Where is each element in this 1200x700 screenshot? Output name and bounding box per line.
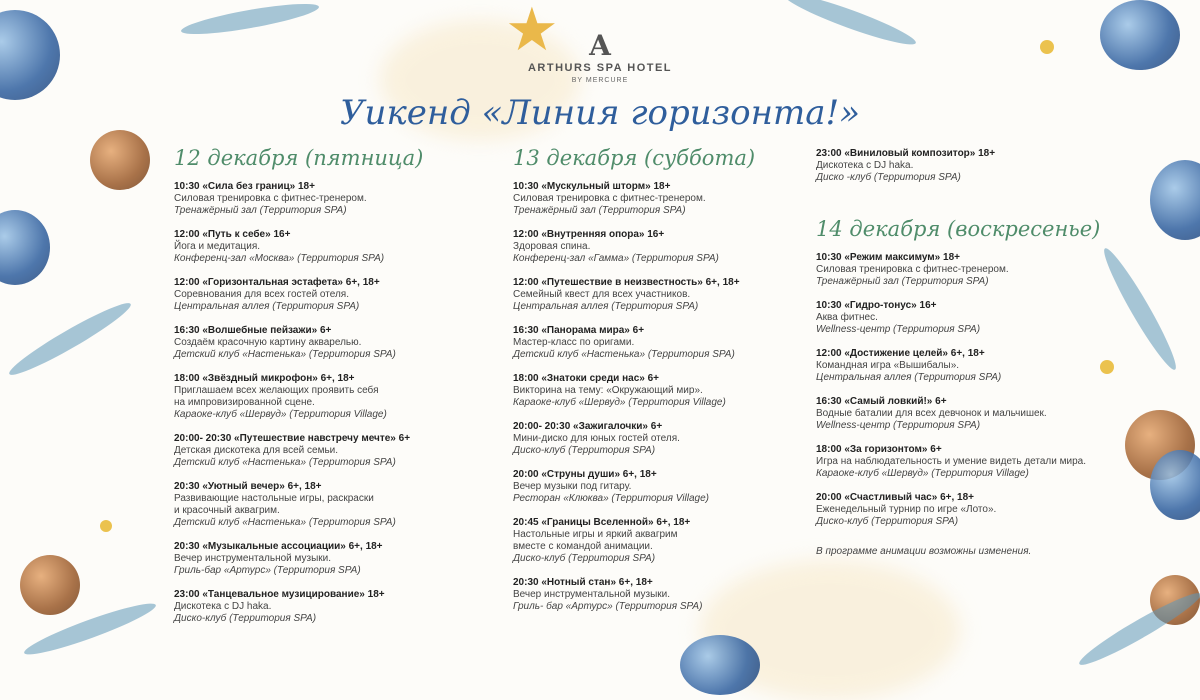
event-description: Настольные игры и яркий аквагрим [513, 529, 678, 540]
event-item [513, 325, 813, 361]
event-location: Детский клуб «Настенька» (Территория SPA) [174, 517, 396, 528]
day-block [174, 143, 474, 625]
event-location: Детский клуб «Настенька» (Территория SPA) [174, 349, 396, 360]
ornament-ball [0, 210, 50, 285]
event-description: Силовая тренировка с фитнес-тренером. [513, 193, 706, 204]
event-title: 20:30 «Музыкальные ассоциации» 6+, 18+ [174, 541, 383, 552]
event-title: 16:30 «Панорама мира» 6+ [513, 325, 645, 336]
ornament-ball [1150, 160, 1200, 240]
event-description: Аква фитнес. [816, 312, 878, 323]
event-item [174, 373, 474, 421]
event-description: Викторина на тему: «Окружающий мир». [513, 385, 703, 396]
event-title: 18:00 «За горизонтом» 6+ [816, 444, 942, 455]
event-description: Создаём красочную картину акварелью. [174, 337, 362, 348]
event-location: Центральная аллея (Территория SPA) [816, 372, 1002, 383]
logo-name: ARTHURS SPA HOTEL [527, 62, 673, 74]
event-location: Диско-клуб (Территория SPA) [513, 445, 656, 456]
hotel-logo [0, 29, 1200, 85]
event-item [513, 469, 813, 505]
event-location: Тренажёрный зал (Территория SPA) [513, 205, 686, 216]
logo-subtitle: BY MERCURE [571, 77, 629, 84]
event-description: Дискотека с DJ haka. [816, 160, 914, 171]
event-title: 20:00- 20:30 «Путешествие навстречу мечте» 6+ [174, 433, 411, 444]
event-description: Соревнования для всех гостей отеля. [174, 289, 349, 300]
event-description: Вечер музыки под гитару. [513, 481, 632, 492]
event-item [174, 481, 474, 529]
event-title: 20:00- 20:30 «Зажигалочки» 6+ [513, 421, 663, 432]
event-location: Конференц-зал «Гамма» (Территория SPA) [513, 253, 719, 264]
schedule-column [174, 143, 474, 637]
event-title: 20:00 «Струны души» 6+, 18+ [513, 469, 657, 480]
event-item [816, 444, 1116, 480]
event-title: 12:00 «Путь к себе» 16+ [174, 229, 291, 240]
event-location: Детский клуб «Настенька» (Территория SPA) [513, 349, 735, 360]
event-item [816, 396, 1116, 432]
event-item [513, 373, 813, 409]
event-description: Силовая тренировка с фитнес-тренером. [816, 264, 1009, 275]
event-item [174, 277, 474, 313]
event-location: Центральная аллея (Территория SPA) [174, 301, 360, 312]
event-item [816, 148, 1116, 184]
event-location: Ресторан «Клюква» (Территория Village) [513, 493, 709, 504]
event-title: 20:00 «Счастливый час» 6+, 18+ [816, 492, 975, 503]
event-item [816, 300, 1116, 336]
event-title: 10:30 «Режим максимум» 18+ [816, 252, 960, 263]
event-location: Детский клуб «Настенька» (Территория SPA) [174, 457, 396, 468]
event-item [174, 181, 474, 217]
event-description: Детская дискотека для всей семьи. [174, 445, 339, 456]
event-item [174, 589, 474, 625]
event-item [513, 277, 813, 313]
event-item [174, 433, 474, 469]
event-description: Дискотека с DJ haka. [174, 601, 272, 612]
event-description: и красочный аквагрим. [174, 505, 280, 516]
event-item [816, 252, 1116, 288]
day-block [513, 143, 813, 613]
event-description: Вечер инструментальной музыки. [174, 553, 332, 564]
event-location: Гриль-бар «Артурс» (Территория SPA) [174, 565, 361, 576]
event-item [174, 229, 474, 265]
event-location: Караоке-клуб «Шервуд» (Территория Village) [816, 468, 1029, 479]
event-location: Wellness-центр (Территория SPA) [816, 324, 981, 335]
logo-mark: A [589, 29, 611, 62]
event-title: 20:45 «Границы Вселенной» 6+, 18+ [513, 517, 691, 528]
day-block [816, 214, 1116, 528]
event-location: Тренажёрный зал (Территория SPA) [174, 205, 347, 216]
event-title: 18:00 «Знатоки среди нас» 6+ [513, 373, 659, 384]
event-title: 18:00 «Звёздный микрофон» 6+, 18+ [174, 373, 355, 384]
event-item [513, 421, 813, 457]
event-location: Wellness-центр (Территория SPA) [816, 420, 981, 431]
schedule-column [513, 143, 813, 625]
ornament-ball [680, 635, 760, 695]
event-description: Мини-диско для юных гостей отеля. [513, 433, 680, 444]
event-title: 10:30 «Сила без границ» 18+ [174, 181, 315, 192]
event-item [513, 517, 813, 565]
event-description: Водные баталии для всех девчонок и мальчишек. [816, 408, 1047, 419]
page-title: Уикенд «Линия горизонта!» [339, 93, 861, 133]
event-location: Конференц-зал «Москва» (Территория SPA) [174, 253, 385, 264]
ornament-ball [90, 130, 150, 190]
star-icon: ★ [505, 0, 559, 63]
event-item [513, 229, 813, 265]
event-title: 12:00 «Горизонтальная эстафета» 6+, 18+ [174, 277, 380, 288]
event-title: 12:00 «Достижение целей» 6+, 18+ [816, 348, 985, 359]
event-description: Приглашаем всех желающих проявить себя [174, 385, 379, 396]
pine-branch [5, 296, 135, 382]
event-title: 16:30 «Самый ловкий!» 6+ [816, 396, 947, 407]
event-description: Командная игра «Вышибалы». [816, 360, 960, 371]
event-location: Диско-клуб (Территория SPA) [174, 613, 317, 624]
event-item [513, 181, 813, 217]
event-description: Игра на наблюдательность и умение видеть детали мира. [816, 456, 1086, 467]
event-location: Гриль- бар «Артурс» (Территория SPA) [513, 601, 703, 612]
day-heading: 14 декабря (воскресенье) [816, 217, 1101, 241]
event-title: 10:30 «Гидро-тонус» 16+ [816, 300, 937, 311]
event-title: 20:30 «Нотный стан» 6+, 18+ [513, 577, 653, 588]
event-item [174, 541, 474, 577]
event-title: 10:30 «Мускульный шторм» 18+ [513, 181, 671, 192]
event-location: Тренажёрный зал (Территория SPA) [816, 276, 989, 287]
disclaimer-note: В программе анимации возможны изменения. [816, 546, 1032, 557]
event-description: Развивающие настольные игры, раскраски [174, 493, 374, 504]
ornament-ball [1150, 450, 1200, 520]
day-heading: 13 декабря (суббота) [513, 146, 756, 170]
day-block [816, 148, 1116, 184]
event-item [513, 577, 813, 613]
event-description: Вечер инструментальной музыки. [513, 589, 671, 600]
event-title: 23:00 «Виниловый композитор» 18+ [816, 148, 996, 159]
event-description: Йога и медитация. [174, 241, 261, 252]
schedule-column [816, 148, 1116, 558]
event-description: Силовая тренировка с фитнес-тренером. [174, 193, 367, 204]
event-description: Мастер-класс по оригами. [513, 337, 635, 348]
event-location: Диско -клуб (Территория SPA) [816, 172, 961, 183]
event-title: 20:30 «Уютный вечер» 6+, 18+ [174, 481, 322, 492]
day-heading: 12 декабря (пятница) [174, 146, 424, 170]
event-item [816, 492, 1116, 528]
event-description: Еженедельный турнир по игре «Лото». [816, 504, 997, 515]
event-description: вместе с командой анимации. [513, 541, 653, 552]
ornament-ball [20, 555, 80, 615]
event-title: 16:30 «Волшебные пейзажи» 6+ [174, 325, 332, 336]
event-location: Караоке-клуб «Шервуд» (Территория Village) [174, 409, 387, 420]
event-item [174, 325, 474, 361]
event-title: 12:00 «Путешествие в неизвестность» 6+, 18+ [513, 277, 740, 288]
event-title: 12:00 «Внутренняя опора» 16+ [513, 229, 665, 240]
event-location: Центральная аллея (Территория SPA) [513, 301, 699, 312]
event-description: Здоровая спина. [513, 241, 591, 252]
berry [100, 520, 112, 532]
event-location: Диско-клуб (Территория SPA) [513, 553, 656, 564]
pine-branch [1075, 586, 1200, 672]
event-description: Семейный квест для всех участников. [513, 289, 691, 300]
event-item [816, 348, 1116, 384]
event-location: Диско-клуб (Территория SPA) [816, 516, 959, 527]
event-location: Караоке-клуб «Шервуд» (Территория Village) [513, 397, 726, 408]
event-description: на импровизированной сцене. [174, 397, 315, 408]
event-title: 23:00 «Танцевальное музицирование» 18+ [174, 589, 385, 600]
